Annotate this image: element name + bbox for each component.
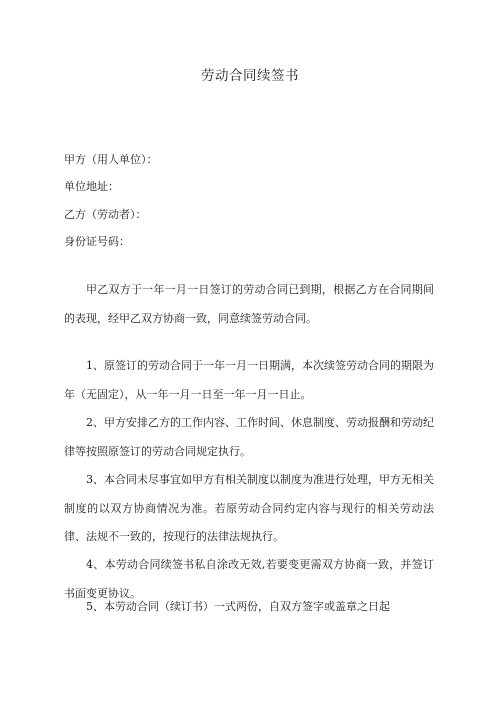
clause-4: 4、本劳动合同续签书私自涂改无效,若要变更需双方协商一致，并签订书面变更协议。 [64, 558, 434, 600]
clause-2: 2、甲方安排乙方的工作内容、工作时间、休息制度、劳动报酬和劳动纪律等按照原签订的劳动合同规定执行。 [64, 416, 434, 458]
document-title: 劳动合同续签书 [201, 68, 299, 84]
intro-paragraph: 甲乙双方于一年一月一日签订的劳动合同已到期，根据乙方在合同期间的表现，经甲乙双方协商一致，同意续签劳动合同。 [64, 283, 434, 325]
party-a-label: 甲方（用人单位）： [64, 153, 158, 166]
clause-3: 3、本合同未尽事宜如甲方有相关制度以制度为准进行处理，甲方无相关制度的以双方协商情况为准。若原劳动合同约定内容与现行的相关劳动法律、法规不一致的，按现行的法律法规执行。 [64, 473, 434, 543]
id-number-label: 身份证号码： [64, 235, 130, 248]
clause-5: 5、本劳动合同（续订书）一式两份，自双方签字或盖章之日起 [86, 600, 390, 613]
party-b-label: 乙方（劳动者）： [64, 208, 147, 221]
clause-1: 1、原签订的劳动合同于一年一月一日期满，本次续签劳动合同的期限为年（无固定），从一年一月一日至一年一月一日止。 [64, 359, 434, 401]
company-address-label: 单位地址： [64, 180, 119, 193]
